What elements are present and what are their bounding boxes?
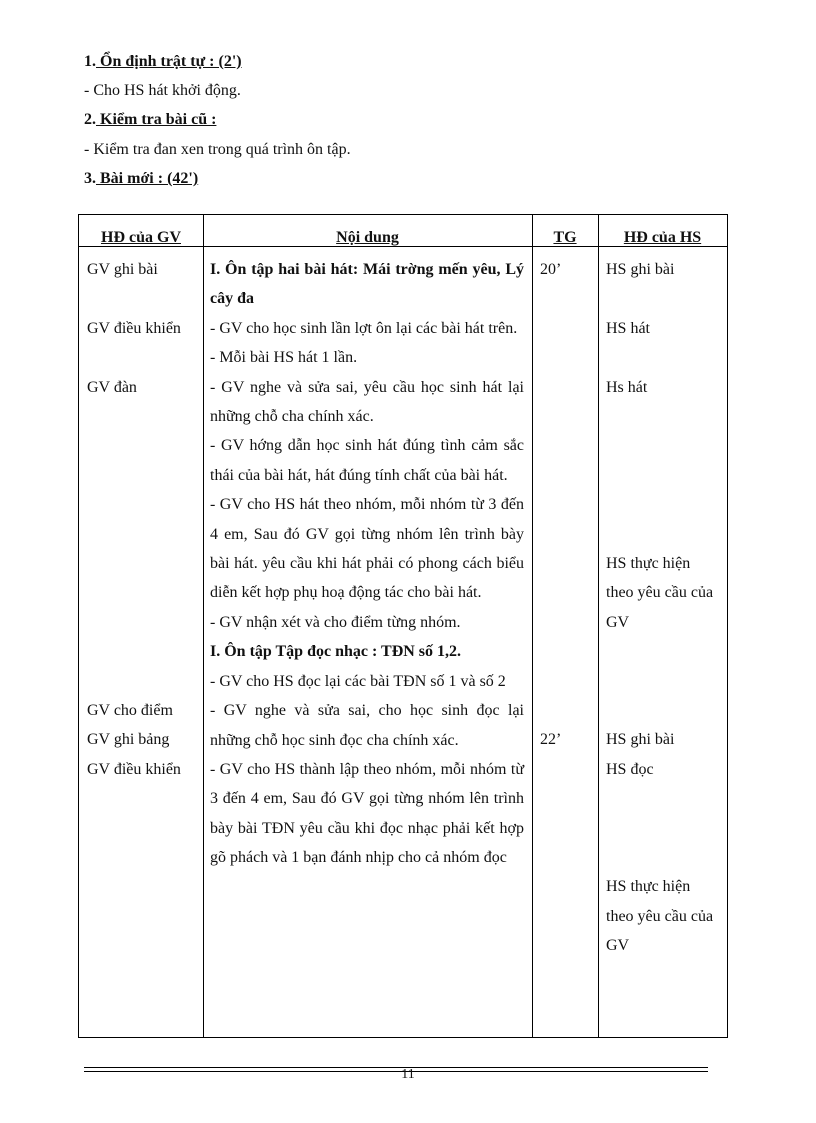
section-3-heading [84, 169, 198, 189]
hs-activity: HS ghi bài [606, 261, 675, 278]
hs-activity: HS thực hiện theo yêu cầu của GV [606, 878, 714, 955]
gv-activity: GV cho điểm [87, 702, 173, 719]
hs-activity: Hs hát [606, 378, 648, 396]
header-gv: HĐ của GV [101, 229, 181, 246]
hs-activity: HS hát [606, 319, 650, 337]
content-paragraph: - GV hớng dẫn học sinh hát đúng tình cảm sắc thái của bài hát, hát đúng tính chất của bài hát. [210, 437, 524, 484]
section-3-title: Bài mới : (42') [96, 170, 199, 187]
gv-activity: GV ghi bảng [87, 731, 170, 749]
content-paragraph: - GV nghe và sửa sai, cho học sinh đọc lại những chỗ học sinh đọc cha chính xác. [210, 702, 524, 749]
column-content [210, 255, 524, 873]
gv-activity: GV ghi bài [87, 261, 158, 278]
section-2-heading [84, 110, 216, 130]
section-3-number: 3. [84, 170, 96, 187]
hs-activity: HS ghi bài [606, 731, 675, 749]
section-1-title: Ổn định trật tự : (2') [96, 53, 242, 70]
content-paragraph: - Mỗi bài HS hát 1 lần. [210, 349, 358, 367]
time-value: 20’ [540, 261, 562, 278]
gv-activity: GV đàn [87, 378, 137, 396]
page-number: 11 [401, 1068, 415, 1078]
header-tg: TG [553, 229, 577, 246]
section-1-heading [84, 52, 242, 72]
section-2-number: 2. [84, 111, 96, 128]
section-1-text: - Cho HS hát khởi động. [84, 82, 241, 99]
hs-activity: HS đọc [606, 760, 654, 778]
section-2-title: Kiểm tra bài cũ : [96, 111, 217, 128]
gv-activity: GV điều khiển [87, 760, 181, 778]
header-content: Nội dung [336, 229, 399, 246]
lesson-table [78, 214, 728, 1038]
content-paragraph: - GV cho HS đọc lại các bài TĐN số 1 và số 2 [210, 672, 506, 690]
time-value: 22’ [540, 731, 562, 749]
section-1-number: 1. [84, 53, 96, 70]
content-paragraph: - GV cho HS thành lập theo nhóm, mỗi nhóm từ 3 đến 4 em, Sau đó GV gọi từng nhóm lên trình bày bài TĐN yêu cầu khi đọc nhạc phải kết hợp gõ phách và 1 bạn đánh nhịp cho cả nhóm đọc [210, 760, 524, 867]
column-divider [203, 215, 204, 1037]
column-divider [532, 215, 533, 1037]
content-heading: I. Ôn tập Tập đọc nhạc : TĐN số 1,2. [210, 643, 462, 661]
content-paragraph: - GV cho HS hát theo nhóm, mỗi nhóm từ 3 đến 4 em, Sau đó GV gọi từng nhóm lên trình bày bài hát. yêu cầu khi hát phải có phong cách biểu diễn kết hợp phụ hoạ động tác cho bài hát. [210, 496, 524, 602]
header-hs: HĐ của HS [623, 229, 702, 246]
content-paragraph: - GV cho học sinh lần lợt ôn lại các bài hát trên. [210, 319, 518, 337]
content-paragraph: - GV nghe và sửa sai, yêu cầu học sinh hát lại những chỗ cha chính xác. [210, 378, 524, 426]
gv-activity: GV điều khiển [87, 319, 181, 337]
content-heading: I. Ôn tập hai bài hát: Mái trờng mến yêu, Lý cây đa [210, 261, 524, 308]
hs-activity: HS thực hiện theo yêu cầu của GV [606, 555, 714, 631]
content-paragraph: - GV nhận xét và cho điểm từng nhóm. [210, 613, 461, 631]
section-2-text: - Kiểm tra đan xen trong quá trình ôn tập. [84, 141, 351, 158]
column-divider [598, 215, 599, 1037]
